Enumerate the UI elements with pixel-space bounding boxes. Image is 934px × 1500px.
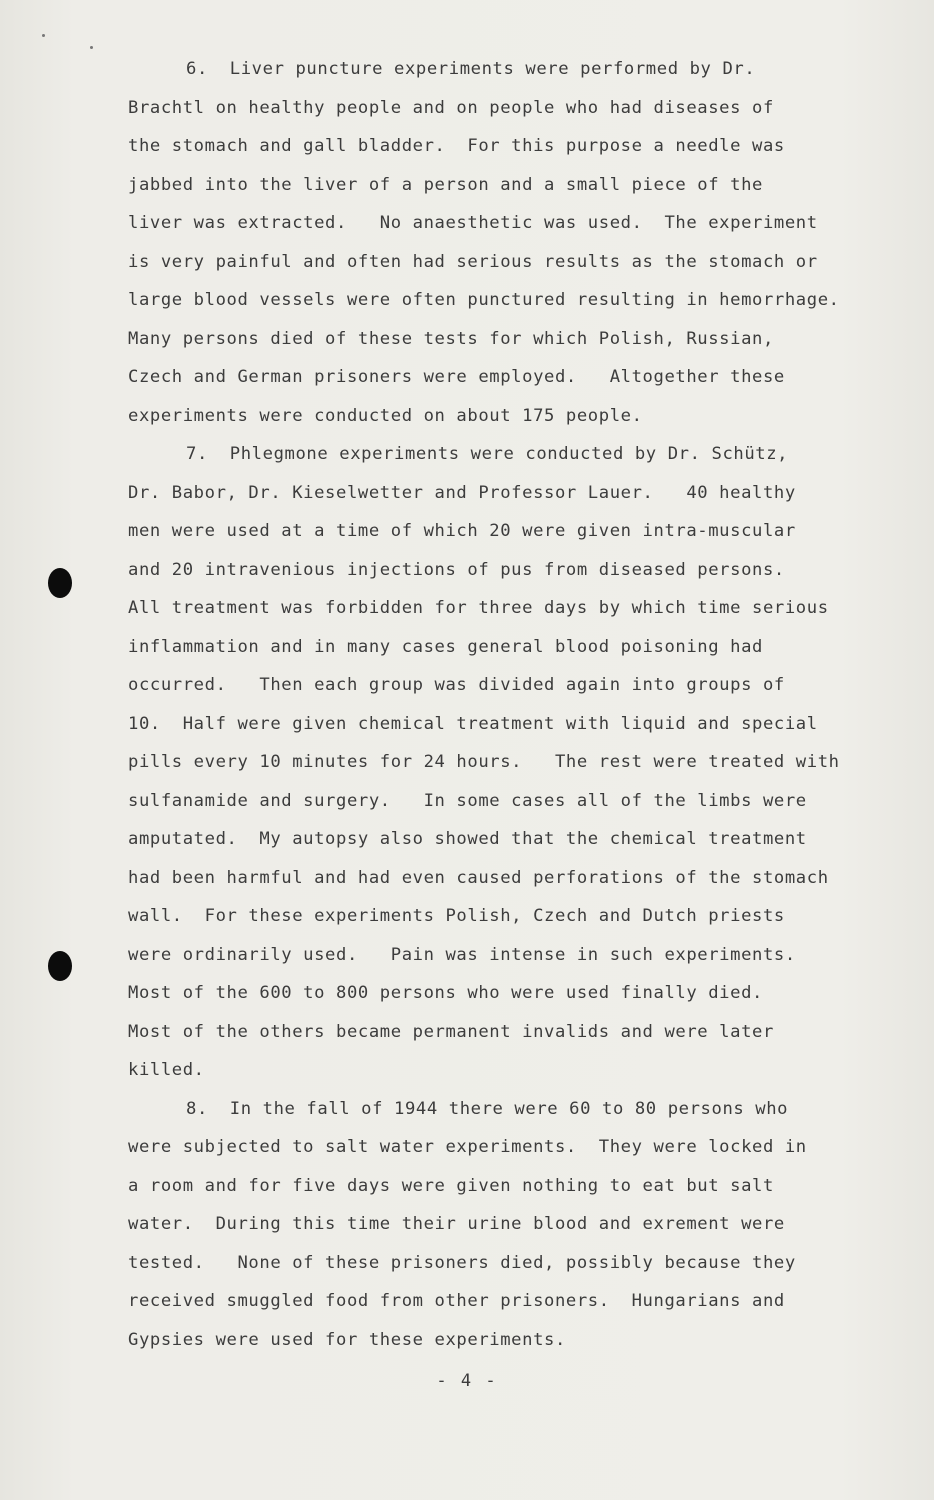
text-line: inflammation and in many cases general blood poisoning had <box>128 636 763 657</box>
text-line: is very painful and often had serious results as the stomach or <box>128 251 818 272</box>
text-line: 8. In the fall of 1944 there were 60 to 80 persons who <box>186 1098 789 1119</box>
paper-speck <box>90 46 93 49</box>
text-line: had been harmful and had even caused perforations of the stomach <box>128 867 829 888</box>
text-line: Most of the 600 to 800 persons who were used finally died. <box>128 983 763 1003</box>
text-line: jabbed into the liver of a person and a small piece of the <box>128 174 763 195</box>
text-line: tested. None of these prisoners died, possibly because they <box>128 1252 796 1273</box>
text-line: killed. <box>128 1060 205 1080</box>
paper-speck <box>42 34 45 37</box>
page-number: - 4 - <box>436 1371 498 1391</box>
text-line: pills every 10 minutes for 24 hours. The rest were treated with <box>128 752 840 772</box>
document-body <box>128 50 888 1359</box>
text-line: All treatment was forbidden for three days by which time serious <box>128 598 829 618</box>
text-line: were ordinarily used. Pain was intense in such experiments. <box>128 944 796 965</box>
text-line: Czech and German prisoners were employed. Altogether these <box>128 367 785 387</box>
text-line: received smuggled food from other prisoners. Hungarians and <box>128 1291 785 1311</box>
text-line: 6. Liver puncture experiments were performed by Dr. <box>186 59 756 79</box>
text-line: 10. Half were given chemical treatment with liquid and special <box>128 713 818 734</box>
binder-hole-bottom <box>48 951 72 981</box>
text-line: amputated. My autopsy also showed that the chemical treatment <box>128 829 807 849</box>
text-line: experiments were conducted on about 175 people. <box>128 405 643 426</box>
text-line: large blood vessels were often punctured resulting in hemorrhage. <box>128 290 840 310</box>
text-line: liver was extracted. No anaesthetic was used. The experiment <box>128 213 818 233</box>
text-line: Most of the others became permanent invalids and were later <box>128 1021 774 1042</box>
text-line: Many persons died of these tests for which Polish, Russian, <box>128 328 774 349</box>
text-line: water. During this time their urine blood and exrement were <box>128 1214 785 1234</box>
text-line: Brachtl on healthy people and on people who had diseases of <box>128 97 774 118</box>
paragraph-7 <box>128 435 888 1090</box>
text-line: the stomach and gall bladder. For this purpose a needle was <box>128 136 785 156</box>
text-line: 7. Phlegmone experiments were conducted by Dr. Schütz, <box>186 444 789 464</box>
text-line: Dr. Babor, Dr. Kieselwetter and Professor Lauer. 40 healthy <box>128 482 796 503</box>
text-line: sulfanamide and surgery. In some cases all of the limbs were <box>128 790 807 811</box>
text-line: wall. For these experiments Polish, Czech and Dutch priests <box>128 906 785 926</box>
text-line: men were used at a time of which 20 were given intra-muscular <box>128 521 796 541</box>
text-line: were subjected to salt water experiments. They were locked in <box>128 1137 807 1157</box>
text-line: a room and for five days were given nothing to eat but salt <box>128 1175 774 1196</box>
text-line: and 20 intravenious injections of pus from diseased persons. <box>128 559 785 580</box>
text-line: Gypsies were used for these experiments. <box>128 1329 566 1350</box>
text-line: occurred. Then each group was divided again into groups of <box>128 675 785 695</box>
paragraph-8 <box>128 1090 888 1360</box>
paragraph-6 <box>128 50 888 435</box>
binder-hole-top <box>48 568 72 598</box>
